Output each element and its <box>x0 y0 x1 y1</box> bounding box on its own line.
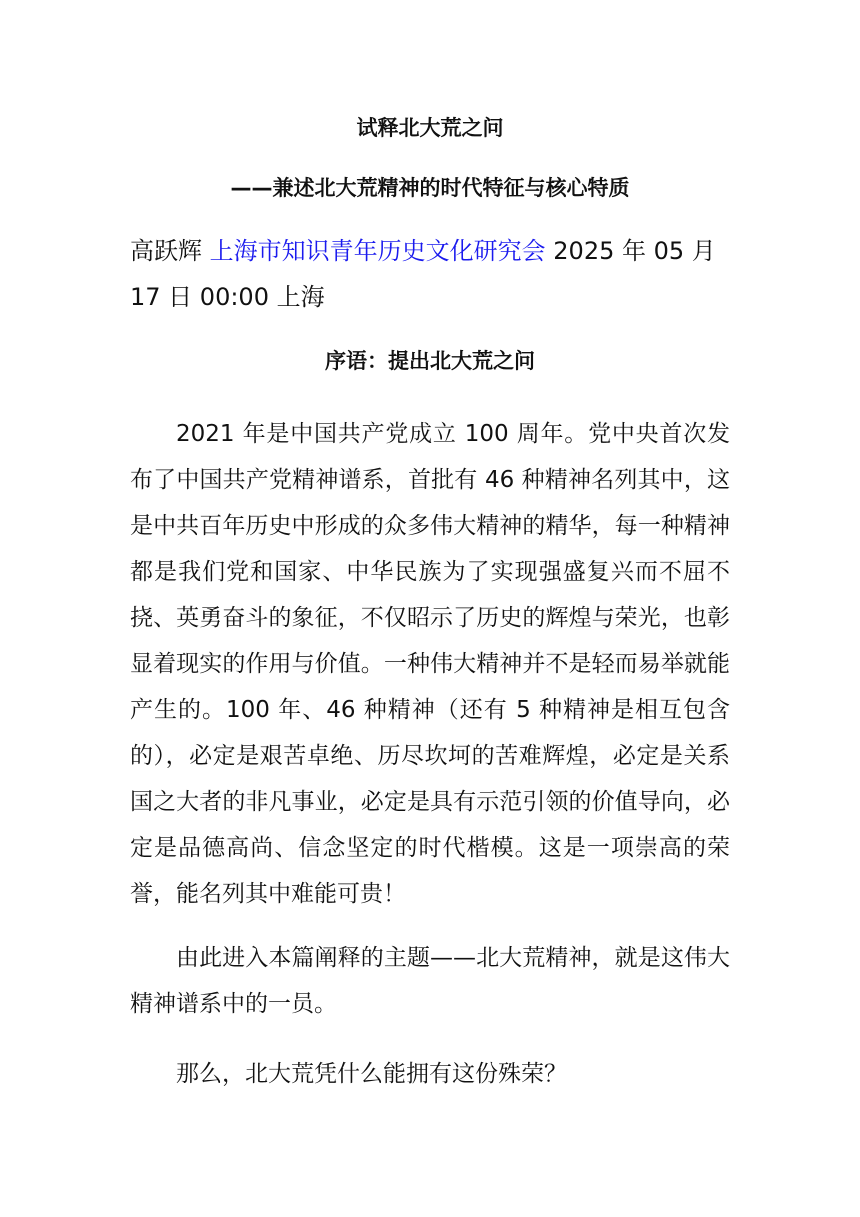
section-heading: 序语：提出北大荒之问 <box>325 349 535 373</box>
document-subtitle: ——兼述北大荒精神的时代特征与核心特质 <box>230 176 630 200</box>
paragraph-1: 2021 年是中国共产党成立 100 周年。党中央首次发布了中国共产党精神谱系，首批有 46 种精神名列其中，这是中共百年历史中形成的众多伟大精神的精华，每一种精神都是我们党和国家、中华民族为了实现强盛复兴而不屈不挠、英勇奋斗的象征，不仅昭示了历史的辉煌与荣光，也彰显着现实的作用与价值。一种伟大精神并不是轻而易举就能产生的。100 年、46 种精神（还有 5 种精神是相互包含的），必定是艰苦卓绝、历尽坎坷的苦难辉煌，必定是关系国之大者的非凡事业，必定是具有示范引领的价值导向，必定是品德高尚、信念坚定的时代楷模。这是一项崇高的荣誉，能名列其中难能可贵！ <box>130 421 730 907</box>
paragraph-3: 那么，北大荒凭什么能拥有这份殊荣？ <box>176 1061 567 1087</box>
publish-date-location: 2025 年 05 月 17 日 00:00 上海 <box>130 237 716 311</box>
document-title: 试释北大荒之问 <box>356 116 504 140</box>
paragraph-2: 由此进入本篇阐释的主题——北大荒精神，就是这伟大精神谱系中的一员。 <box>130 945 730 1017</box>
byline <box>130 228 730 320</box>
organization-link[interactable]: 上海市知识青年历史文化研究会 <box>209 237 546 265</box>
author-name: 高跃辉 <box>130 237 202 265</box>
